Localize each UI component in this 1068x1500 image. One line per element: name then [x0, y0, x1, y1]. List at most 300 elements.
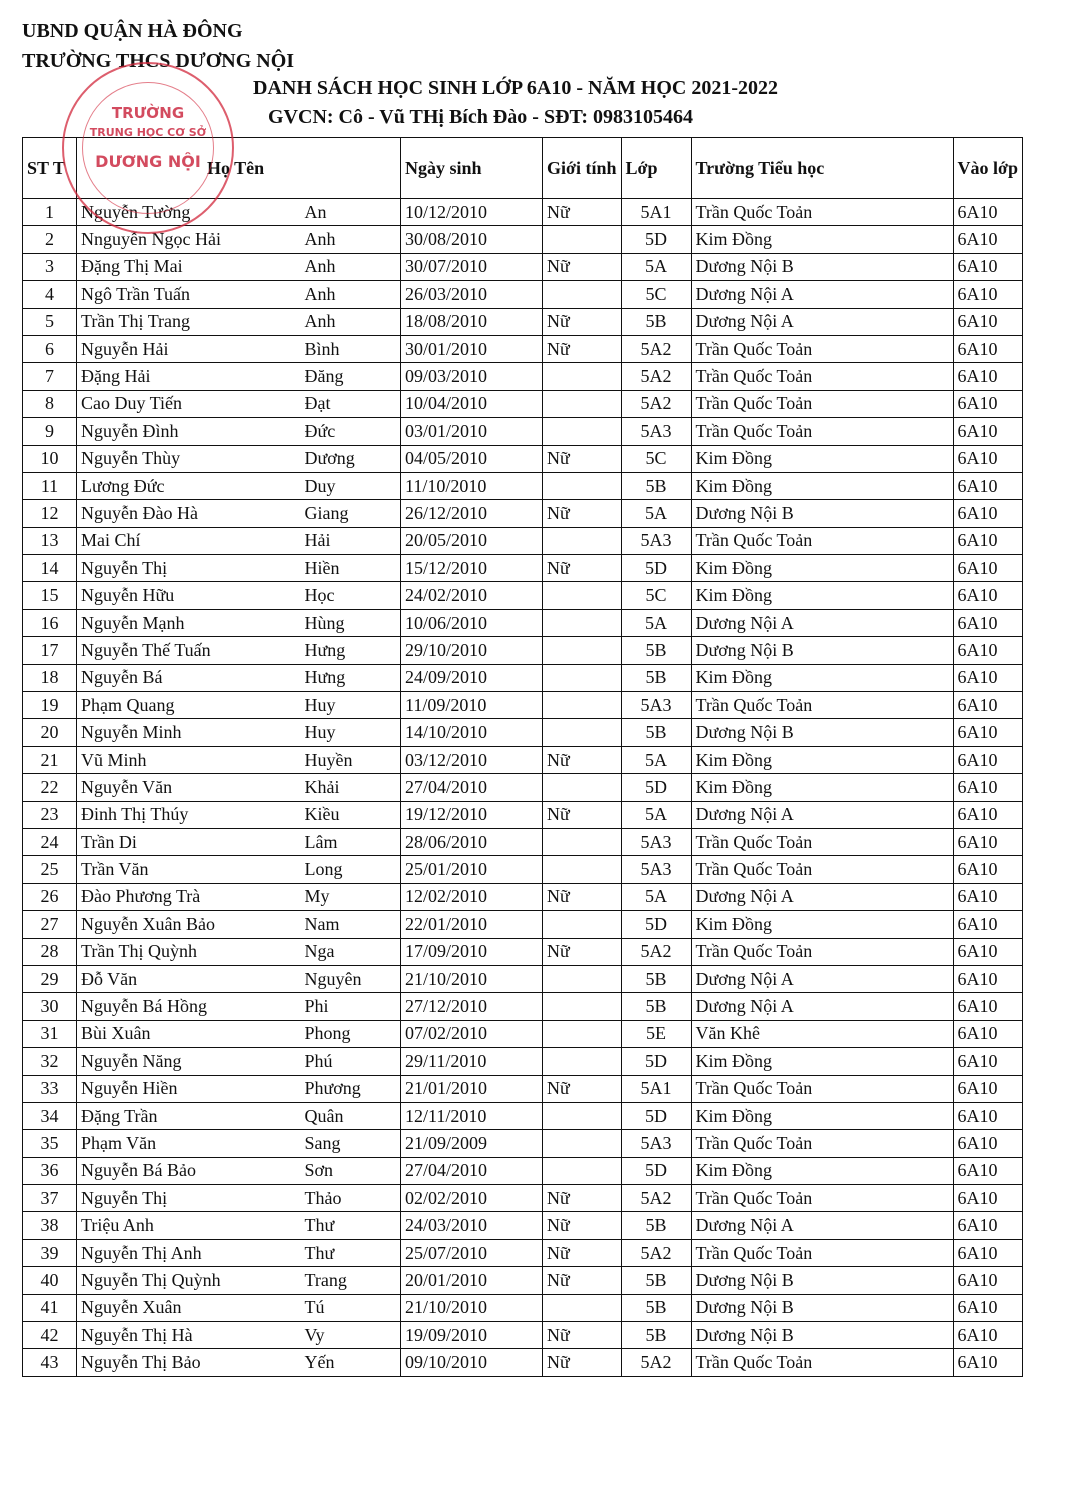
assigned-class: 6A10 [953, 1020, 1022, 1047]
primary-school: Dương Nội A [691, 1212, 953, 1239]
row-stt: 38 [23, 1212, 77, 1239]
student-first-name: Thảo [301, 1185, 401, 1212]
gender: Nữ [543, 1075, 622, 1102]
previous-class: 5A3 [621, 692, 691, 719]
row-stt: 4 [23, 281, 77, 308]
previous-class: 5B [621, 965, 691, 992]
row-stt: 37 [23, 1185, 77, 1212]
student-surname: Ngô Trần Tuấn [77, 281, 301, 308]
student-surname: Nguyễn Bá Hồng [77, 993, 301, 1020]
student-surname: Bùi Xuân [77, 1020, 301, 1047]
previous-class: 5D [621, 226, 691, 253]
student-surname: Nguyễn Thị [77, 555, 301, 582]
student-surname: Nguyễn Thùy [77, 445, 301, 472]
student-first-name: Quân [301, 1102, 401, 1129]
student-first-name: Bình [301, 335, 401, 362]
student-surname: Nguyễn Thị Quỳnh [77, 1267, 301, 1294]
date-of-birth: 12/11/2010 [401, 1102, 543, 1129]
table-row [23, 1349, 1023, 1376]
row-stt: 43 [23, 1349, 77, 1376]
date-of-birth: 04/05/2010 [401, 445, 543, 472]
table-row [23, 1102, 1023, 1129]
assigned-class: 6A10 [953, 1075, 1022, 1102]
assigned-class: 6A10 [953, 418, 1022, 445]
header-gender: Giới tính [543, 138, 622, 199]
homeroom-teacher: GVCN: Cô - Vũ THị Bích Đào - SĐT: 0983105464 [268, 106, 694, 128]
table-row [23, 609, 1023, 636]
student-surname: Cao Duy Tiến [77, 390, 301, 417]
previous-class: 5B [621, 637, 691, 664]
student-first-name: Đức [301, 418, 401, 445]
row-stt: 33 [23, 1075, 77, 1102]
gender: Nữ [543, 746, 622, 773]
primary-school: Trần Quốc Toản [691, 1239, 953, 1266]
gender [543, 363, 622, 390]
primary-school: Trần Quốc Toản [691, 938, 953, 965]
table-row [23, 938, 1023, 965]
date-of-birth: 21/09/2009 [401, 1130, 543, 1157]
assigned-class: 6A10 [953, 500, 1022, 527]
date-of-birth: 07/02/2010 [401, 1020, 543, 1047]
table-row [23, 500, 1023, 527]
header-class: Lớp [621, 138, 691, 199]
previous-class: 5B [621, 1322, 691, 1349]
assigned-class: 6A10 [953, 828, 1022, 855]
student-first-name: Phi [301, 993, 401, 1020]
student-surname: Nguyễn Năng [77, 1048, 301, 1075]
date-of-birth: 24/09/2010 [401, 664, 543, 691]
student-first-name: Nam [301, 911, 401, 938]
table-row [23, 828, 1023, 855]
date-of-birth: 21/01/2010 [401, 1075, 543, 1102]
date-of-birth: 02/02/2010 [401, 1185, 543, 1212]
previous-class: 5A [621, 500, 691, 527]
assigned-class: 6A10 [953, 609, 1022, 636]
primary-school: Dương Nội A [691, 883, 953, 910]
student-first-name: Sang [301, 1130, 401, 1157]
gender [543, 1294, 622, 1321]
assigned-class: 6A10 [953, 1322, 1022, 1349]
date-of-birth: 10/04/2010 [401, 390, 543, 417]
assigned-class: 6A10 [953, 335, 1022, 362]
primary-school: Trần Quốc Toản [691, 828, 953, 855]
student-first-name: Hùng [301, 609, 401, 636]
previous-class: 5A3 [621, 418, 691, 445]
table-row [23, 472, 1023, 499]
student-first-name: Lâm [301, 828, 401, 855]
date-of-birth: 25/01/2010 [401, 856, 543, 883]
row-stt: 42 [23, 1322, 77, 1349]
primary-school: Dương Nội A [691, 281, 953, 308]
row-stt: 8 [23, 390, 77, 417]
gender: Nữ [543, 308, 622, 335]
header-dob: Ngày sinh [401, 138, 543, 199]
row-stt: 29 [23, 965, 77, 992]
table-row [23, 1185, 1023, 1212]
date-of-birth: 24/03/2010 [401, 1212, 543, 1239]
assigned-class: 6A10 [953, 472, 1022, 499]
student-first-name: Đạt [301, 390, 401, 417]
student-rows [23, 199, 1023, 1377]
primary-school: Dương Nội B [691, 1294, 953, 1321]
date-of-birth: 03/01/2010 [401, 418, 543, 445]
table-row [23, 1075, 1023, 1102]
row-stt: 27 [23, 911, 77, 938]
row-stt: 35 [23, 1130, 77, 1157]
table-row [23, 253, 1023, 280]
primary-school: Trần Quốc Toản [691, 335, 953, 362]
primary-school: Kim Đồng [691, 774, 953, 801]
primary-school: Trần Quốc Toản [691, 390, 953, 417]
table-row [23, 582, 1023, 609]
student-first-name: Phú [301, 1048, 401, 1075]
student-surname: Nguyễn Xuân Bảo [77, 911, 301, 938]
student-first-name: Phong [301, 1020, 401, 1047]
assigned-class: 6A10 [953, 993, 1022, 1020]
primary-school: Kim Đồng [691, 1157, 953, 1184]
date-of-birth: 27/12/2010 [401, 993, 543, 1020]
previous-class: 5B [621, 664, 691, 691]
table-row [23, 199, 1023, 226]
row-stt: 3 [23, 253, 77, 280]
gender [543, 828, 622, 855]
row-stt: 23 [23, 801, 77, 828]
assigned-class: 6A10 [953, 390, 1022, 417]
student-first-name: Nga [301, 938, 401, 965]
table-row [23, 692, 1023, 719]
row-stt: 5 [23, 308, 77, 335]
student-surname: Nnguyễn Ngọc Hải [77, 226, 301, 253]
table-row [23, 1322, 1023, 1349]
row-stt: 7 [23, 363, 77, 390]
date-of-birth: 15/12/2010 [401, 555, 543, 582]
date-of-birth: 30/07/2010 [401, 253, 543, 280]
date-of-birth: 30/08/2010 [401, 226, 543, 253]
previous-class: 5D [621, 1102, 691, 1129]
student-first-name: Vy [301, 1322, 401, 1349]
table-row [23, 746, 1023, 773]
header-name: Họ Tên [77, 138, 401, 199]
seal-line-1: TRƯỜNG [111, 104, 185, 122]
row-stt: 6 [23, 335, 77, 362]
student-first-name: My [301, 883, 401, 910]
previous-class: 5A [621, 883, 691, 910]
previous-class: 5D [621, 911, 691, 938]
assigned-class: 6A10 [953, 664, 1022, 691]
previous-class: 5D [621, 1048, 691, 1075]
table-row [23, 637, 1023, 664]
gender: Nữ [543, 445, 622, 472]
date-of-birth: 10/12/2010 [401, 199, 543, 226]
row-stt: 18 [23, 664, 77, 691]
row-stt: 13 [23, 527, 77, 554]
primary-school: Trần Quốc Toản [691, 1075, 953, 1102]
gender: Nữ [543, 883, 622, 910]
student-surname: Nguyễn Đình [77, 418, 301, 445]
assigned-class: 6A10 [953, 1048, 1022, 1075]
assigned-class: 6A10 [953, 555, 1022, 582]
student-list-table [22, 137, 1023, 1377]
student-surname: Nguyễn Xuân [77, 1294, 301, 1321]
previous-class: 5B [621, 308, 691, 335]
header-stt: ST T [23, 138, 77, 199]
student-first-name: Trang [301, 1267, 401, 1294]
previous-class: 5B [621, 719, 691, 746]
date-of-birth: 20/01/2010 [401, 1267, 543, 1294]
date-of-birth: 21/10/2010 [401, 1294, 543, 1321]
primary-school: Dương Nội B [691, 1322, 953, 1349]
gender [543, 1130, 622, 1157]
row-stt: 39 [23, 1239, 77, 1266]
student-first-name: Hưng [301, 664, 401, 691]
gender [543, 527, 622, 554]
assigned-class: 6A10 [953, 1130, 1022, 1157]
gender [543, 390, 622, 417]
row-stt: 21 [23, 746, 77, 773]
primary-school: Dương Nội A [691, 308, 953, 335]
primary-school: Dương Nội B [691, 500, 953, 527]
student-surname: Phạm Văn [77, 1130, 301, 1157]
gender [543, 965, 622, 992]
assigned-class: 6A10 [953, 363, 1022, 390]
table-row [23, 965, 1023, 992]
previous-class: 5C [621, 582, 691, 609]
gender [543, 582, 622, 609]
gender [543, 418, 622, 445]
student-surname: Trần Thị Trang [77, 308, 301, 335]
date-of-birth: 09/10/2010 [401, 1349, 543, 1376]
table-row [23, 1239, 1023, 1266]
gender: Nữ [543, 1322, 622, 1349]
student-first-name: Long [301, 856, 401, 883]
previous-class: 5B [621, 1212, 691, 1239]
table-row [23, 719, 1023, 746]
gender: Nữ [543, 1349, 622, 1376]
student-surname: Nguyễn Hải [77, 335, 301, 362]
gender: Nữ [543, 938, 622, 965]
primary-school: Kim Đồng [691, 1048, 953, 1075]
row-stt: 32 [23, 1048, 77, 1075]
assigned-class: 6A10 [953, 445, 1022, 472]
student-surname: Đặng Trần [77, 1102, 301, 1129]
student-first-name: Anh [301, 308, 401, 335]
row-stt: 24 [23, 828, 77, 855]
gender [543, 281, 622, 308]
gender: Nữ [543, 1185, 622, 1212]
assigned-class: 6A10 [953, 719, 1022, 746]
assigned-class: 6A10 [953, 199, 1022, 226]
primary-school: Kim Đồng [691, 555, 953, 582]
primary-school: Trần Quốc Toản [691, 1185, 953, 1212]
student-surname: Nguyễn Minh [77, 719, 301, 746]
primary-school: Dương Nội A [691, 801, 953, 828]
table-row [23, 664, 1023, 691]
assigned-class: 6A10 [953, 1212, 1022, 1239]
primary-school: Dương Nội B [691, 1267, 953, 1294]
student-first-name: Huy [301, 719, 401, 746]
previous-class: 5A [621, 801, 691, 828]
date-of-birth: 12/02/2010 [401, 883, 543, 910]
student-first-name: Huyền [301, 746, 401, 773]
student-surname: Trần Văn [77, 856, 301, 883]
table-row [23, 856, 1023, 883]
gender: Nữ [543, 1239, 622, 1266]
row-stt: 20 [23, 719, 77, 746]
student-surname: Đặng Thị Mai [77, 253, 301, 280]
gender [543, 692, 622, 719]
student-surname: Đinh Thị Thúy [77, 801, 301, 828]
student-first-name: Kiều [301, 801, 401, 828]
table-row [23, 1267, 1023, 1294]
assigned-class: 6A10 [953, 253, 1022, 280]
seal-line-3: DƯƠNG NỘI [95, 152, 201, 171]
gender [543, 472, 622, 499]
student-surname: Phạm Quang [77, 692, 301, 719]
student-first-name: Yến [301, 1349, 401, 1376]
date-of-birth: 14/10/2010 [401, 719, 543, 746]
student-surname: Trần Di [77, 828, 301, 855]
row-stt: 25 [23, 856, 77, 883]
previous-class: 5A1 [621, 199, 691, 226]
row-stt: 11 [23, 472, 77, 499]
primary-school: Dương Nội A [691, 993, 953, 1020]
date-of-birth: 10/06/2010 [401, 609, 543, 636]
date-of-birth: 11/09/2010 [401, 692, 543, 719]
gender: Nữ [543, 801, 622, 828]
date-of-birth: 03/12/2010 [401, 746, 543, 773]
previous-class: 5A3 [621, 1130, 691, 1157]
row-stt: 1 [23, 199, 77, 226]
table-row [23, 1157, 1023, 1184]
student-surname: Vũ Minh [77, 746, 301, 773]
table-row [23, 1294, 1023, 1321]
student-first-name: Tú [301, 1294, 401, 1321]
student-first-name: Duy [301, 472, 401, 499]
primary-school: Trần Quốc Toản [691, 856, 953, 883]
date-of-birth: 20/05/2010 [401, 527, 543, 554]
table-row [23, 226, 1023, 253]
gender: Nữ [543, 555, 622, 582]
date-of-birth: 28/06/2010 [401, 828, 543, 855]
date-of-birth: 09/03/2010 [401, 363, 543, 390]
assigned-class: 6A10 [953, 911, 1022, 938]
assigned-class: 6A10 [953, 1267, 1022, 1294]
row-stt: 10 [23, 445, 77, 472]
seal-line-2: TRUNG HỌC CƠ SỞ [89, 126, 207, 139]
gender: Nữ [543, 1267, 622, 1294]
previous-class: 5A2 [621, 1349, 691, 1376]
gender [543, 1020, 622, 1047]
previous-class: 5A3 [621, 527, 691, 554]
student-surname: Nguyễn Bá Bảo [77, 1157, 301, 1184]
table-row [23, 335, 1023, 362]
student-first-name: Hải [301, 527, 401, 554]
student-first-name: Thư [301, 1212, 401, 1239]
assigned-class: 6A10 [953, 692, 1022, 719]
table-row [23, 363, 1023, 390]
previous-class: 5A2 [621, 1185, 691, 1212]
primary-school: Văn Khê [691, 1020, 953, 1047]
student-first-name: Thư [301, 1239, 401, 1266]
school-name: TRƯỜNG THCS DƯƠNG NỘI [22, 50, 295, 72]
student-surname: Nguyễn Tường [77, 199, 301, 226]
gender [543, 1157, 622, 1184]
primary-school: Kim Đồng [691, 911, 953, 938]
date-of-birth: 18/08/2010 [401, 308, 543, 335]
primary-school: Dương Nội A [691, 965, 953, 992]
date-of-birth: 27/04/2010 [401, 774, 543, 801]
primary-school: Trần Quốc Toản [691, 1130, 953, 1157]
table-row [23, 390, 1023, 417]
row-stt: 12 [23, 500, 77, 527]
previous-class: 5A2 [621, 938, 691, 965]
student-surname: Nguyễn Thế Tuấn [77, 637, 301, 664]
table-row [23, 1130, 1023, 1157]
header-primary-school: Trường Tiểu học [691, 138, 953, 199]
previous-class: 5D [621, 1157, 691, 1184]
primary-school: Kim Đồng [691, 445, 953, 472]
student-surname: Lương Đức [77, 472, 301, 499]
student-first-name: Sơn [301, 1157, 401, 1184]
district-name: UBND QUẬN HÀ ĐÔNG [22, 20, 243, 42]
previous-class: 5D [621, 774, 691, 801]
student-surname: Nguyễn Văn [77, 774, 301, 801]
student-surname: Nguyễn Thị Bảo [77, 1349, 301, 1376]
student-first-name: Giang [301, 500, 401, 527]
student-surname: Nguyễn Đào Hà [77, 500, 301, 527]
table-header-row [23, 138, 1023, 199]
assigned-class: 6A10 [953, 1294, 1022, 1321]
assigned-class: 6A10 [953, 226, 1022, 253]
date-of-birth: 27/04/2010 [401, 1157, 543, 1184]
primary-school: Trần Quốc Toản [691, 527, 953, 554]
student-surname: Nguyễn Thị Anh [77, 1239, 301, 1266]
date-of-birth: 30/01/2010 [401, 335, 543, 362]
assigned-class: 6A10 [953, 965, 1022, 992]
previous-class: 5B [621, 1294, 691, 1321]
row-stt: 36 [23, 1157, 77, 1184]
assigned-class: 6A10 [953, 1349, 1022, 1376]
student-first-name: An [301, 199, 401, 226]
assigned-class: 6A10 [953, 582, 1022, 609]
gender: Nữ [543, 199, 622, 226]
primary-school: Trần Quốc Toản [691, 199, 953, 226]
table-row [23, 555, 1023, 582]
student-surname: Đào Phương Trà [77, 883, 301, 910]
primary-school: Kim Đồng [691, 472, 953, 499]
assigned-class: 6A10 [953, 281, 1022, 308]
gender [543, 856, 622, 883]
student-first-name: Anh [301, 281, 401, 308]
student-first-name: Dương [301, 445, 401, 472]
table-row [23, 527, 1023, 554]
student-first-name: Phương [301, 1075, 401, 1102]
row-stt: 34 [23, 1102, 77, 1129]
table-row [23, 281, 1023, 308]
date-of-birth: 21/10/2010 [401, 965, 543, 992]
assigned-class: 6A10 [953, 1239, 1022, 1266]
row-stt: 26 [23, 883, 77, 910]
header-into-class: Vào lớp [953, 138, 1022, 199]
primary-school: Kim Đồng [691, 582, 953, 609]
row-stt: 16 [23, 609, 77, 636]
table-row [23, 883, 1023, 910]
table-row [23, 801, 1023, 828]
primary-school: Dương Nội B [691, 719, 953, 746]
previous-class: 5A [621, 253, 691, 280]
assigned-class: 6A10 [953, 1102, 1022, 1129]
date-of-birth: 24/02/2010 [401, 582, 543, 609]
